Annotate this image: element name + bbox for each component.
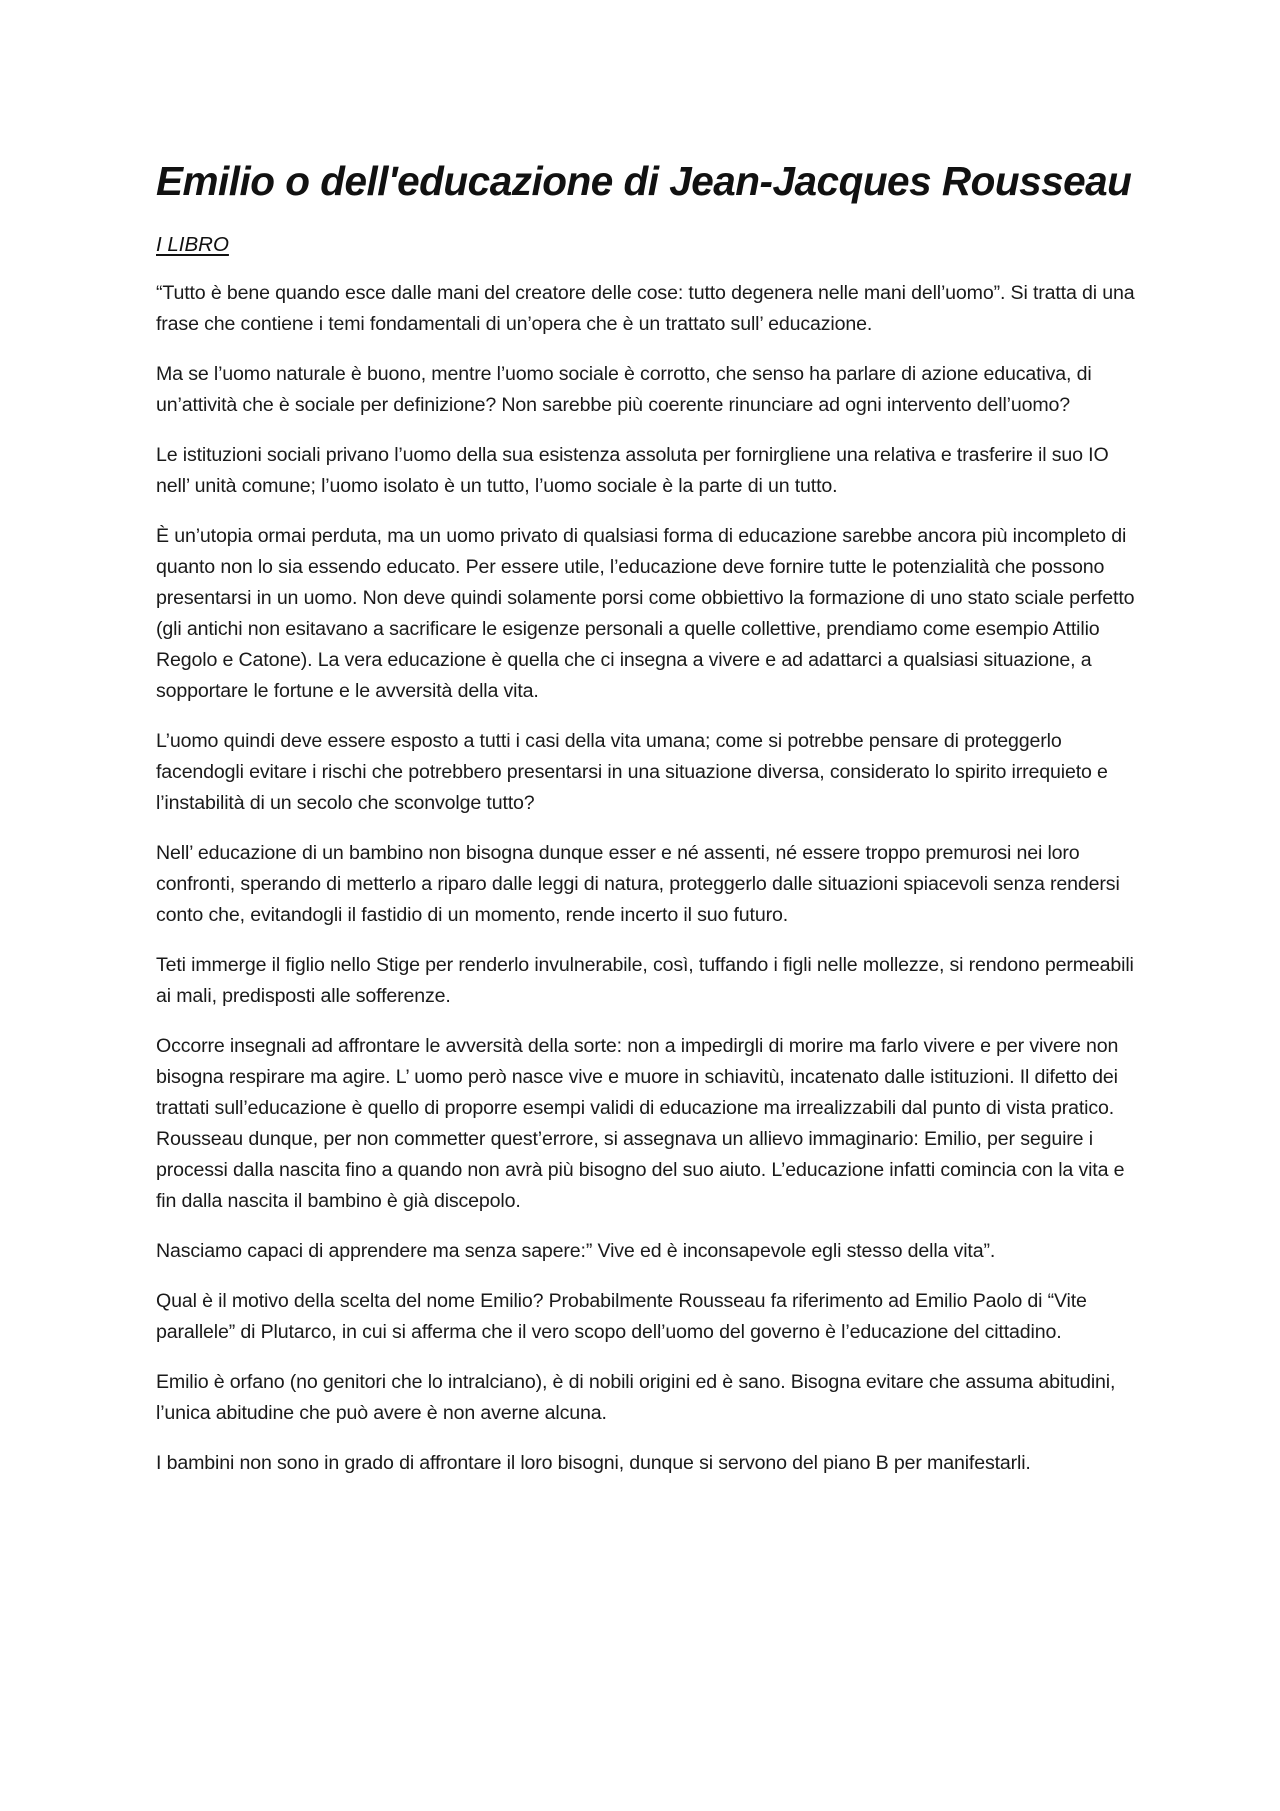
paragraph-10: Qual è il motivo della scelta del nome Emilio? Probabilmente Rousseau fa riferimento ad Emilio Paolo di “Vite parallele” di Plutarco, in cui si afferma che il vero scopo dell’uomo del governo è l’educazione del cittadino. bbox=[156, 1290, 1087, 1343]
paragraph-3: Le istituzioni sociali privano l’uomo della sua esistenza assoluta per fornirgliene una relativa e trasferire il suo IO nell’ unità comune; l’uomo isolato è un tutto, l’uomo sociale è la parte di un tutto. bbox=[156, 444, 1109, 497]
section-heading: I LIBRO bbox=[156, 233, 229, 256]
paragraph-11: Emilio è orfano (no genitori che lo intralciano), è di nobili origini ed è sano. Bisogna evitare che assuma abitudini, l’unica abitudine che può avere è non averne alcuna. bbox=[156, 1371, 1116, 1424]
paragraph-12: I bambini non sono in grado di affrontare il loro bisogni, dunque si servono del piano B per manifestarli. bbox=[156, 1452, 1031, 1474]
paragraph-6: Nell’ educazione di un bambino non bisogna dunque esser e né assenti, né essere troppo premurosi nei loro confronti, sperando di metterlo a riparo dalle leggi di natura, proteggerlo dalle situazioni spiacevoli senza rendersi conto che, evitandogli il fastidio di un momento, rende incerto il suo futuro. bbox=[156, 842, 1120, 926]
paragraph-7: Teti immerge il figlio nello Stige per renderlo invulnerabile, così, tuffando i figli nelle mollezze, si rendono permeabili ai mali, predisposti alle sofferenze. bbox=[156, 954, 1134, 1007]
paragraph-9: Nasciamo capaci di apprendere ma senza sapere:” Vive ed è inconsapevole egli stesso della vita”. bbox=[156, 1240, 996, 1262]
document-title: Emilio o dell'educazione di Jean-Jacques Rousseau bbox=[156, 158, 1132, 204]
document-page bbox=[156, 155, 1141, 1479]
paragraph-1: “Tutto è bene quando esce dalle mani del creatore delle cose: tutto degenera nelle mani dell’uomo”. Si tratta di una frase che contiene i temi fondamentali di un’opera che è un trattato sull’ educazione. bbox=[156, 282, 1135, 335]
paragraph-5: L’uomo quindi deve essere esposto a tutti i casi della vita umana; come si potrebbe pensare di proteggerlo facendogli evitare i rischi che potrebbero presentarsi in una situazione diversa, considerato lo spirito irrequieto e l’instabilità di un secolo che sconvolge tutto? bbox=[156, 730, 1108, 814]
paragraph-2: Ma se l’uomo naturale è buono, mentre l’uomo sociale è corrotto, che senso ha parlare di azione educativa, di un’attività che è sociale per definizione? Non sarebbe più coerente rinunciare ad ogni intervento dell’uomo? bbox=[156, 363, 1092, 416]
paragraph-4: È un’utopia ormai perduta, ma un uomo privato di qualsiasi forma di educazione sarebbe ancora più incompleto di quanto non lo sia essendo educato. Per essere utile, l’educazione deve fornire tutte le potenzialità che possono presentarsi in un uomo. Non deve quindi solamente porsi come obbiettivo la formazione di uno stato sciale perfetto (gli antichi non esitavano a sacrificare le esigenze personali a quelle collettive, prendiamo come esempio Attilio Regolo e Catone). La vera educazione è quella che ci insegna a vivere e ad adattarci a qualsiasi situazione, a sopportare le fortune e le avversità della vita. bbox=[156, 525, 1135, 702]
paragraph-8: Occorre insegnali ad affrontare le avversità della sorte: non a impedirgli di morire ma farlo vivere e per vivere non bisogna respirare ma agire. L’ uomo però nasce vive e muore in schiavitù, incatenato dalle istituzioni. Il difetto dei trattati sull’educazione è quello di proporre esempi validi di educazione ma irrealizzabili dal punto di vista pratico. Rousseau dunque, per non commetter quest’errore, si assegnava un allievo immaginario: Emilio, per seguire i processi dalla nascita fino a quando non avrà più bisogno del suo aiuto. L’educazione infatti comincia con la vita e fin dalla nascita il bambino è già discepolo. bbox=[156, 1035, 1125, 1212]
